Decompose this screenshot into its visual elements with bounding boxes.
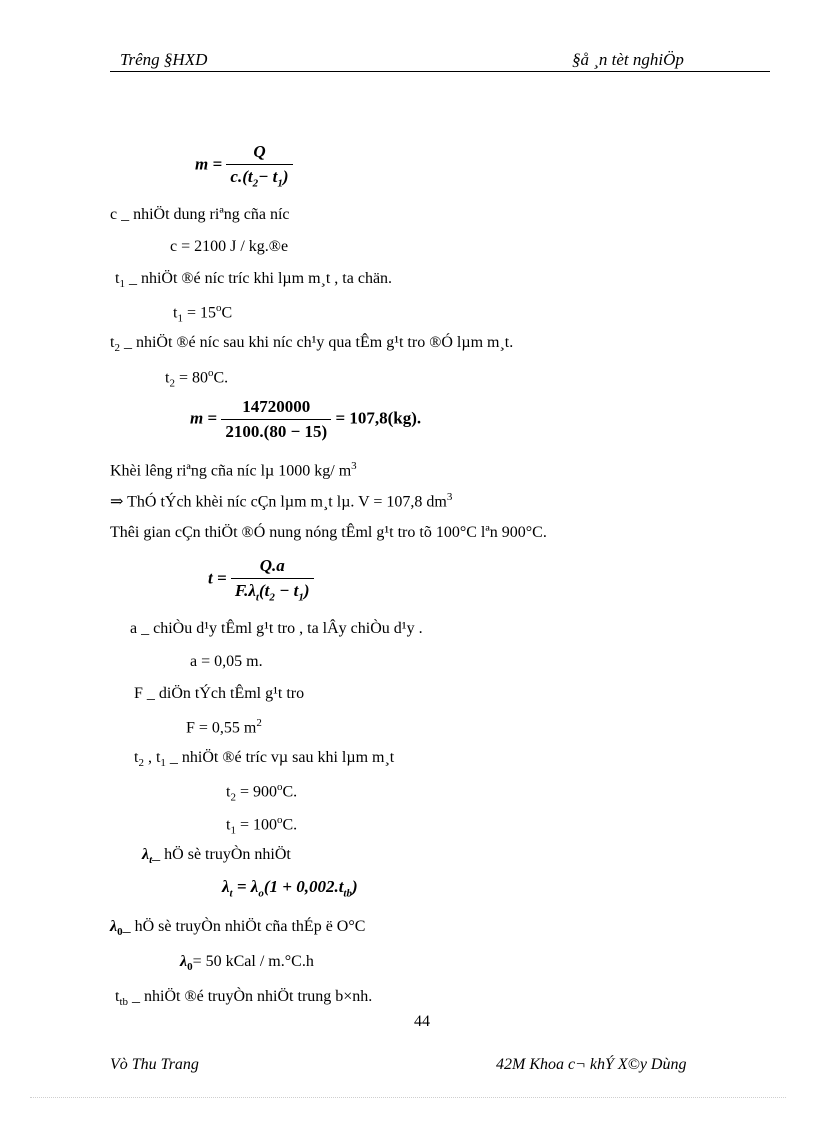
- t2-t1-definition: $t_2$ , $t_1$ _ nhiÖt ®é tríc vµ sau khi lµm m¸t: [134, 749, 395, 770]
- t2-value: $t_2 = 80^oC$.: [165, 367, 229, 390]
- a-definition: a _ chiÒu d¹y tÊml g¹t tro , ta lÂy chiÒu d¹y .: [130, 620, 423, 637]
- bottom-dotted-line: [30, 1097, 786, 1098]
- t1-value-100: $t_1 = 100^oC$.: [226, 814, 298, 837]
- F-definition: F _ diÖn tÝch tÊml g¹t tro: [134, 685, 305, 702]
- t2-definition: $t_2$ _ nhiÖt ®é níc sau khi níc ch¹y qua tÊm g¹t tro ®Ó lµm m¸t.: [110, 334, 514, 355]
- F-value: F = 0,55 $m^2$: [186, 717, 262, 737]
- equation-time: t = $\frac{Q.a}{F.\lambda_t(t_2 - t_1)}$: [208, 556, 314, 603]
- header-rule: [110, 71, 770, 72]
- t1-value: $t_1 = 15^oC$: [173, 302, 233, 325]
- header-right: §å ¸n tèt nghiÖp: [572, 50, 684, 69]
- equation-mass: m = $\frac{Q}{c.(t_2- t_1)}$: [195, 142, 293, 189]
- t2-value-900: $t_2 = 900^oC$.: [226, 781, 298, 804]
- a-value: a = 0,05 m.: [190, 653, 263, 670]
- lambda-t-definition: $\lambda_t\_$ hÖ sè truyÒn nhiÖt: [142, 846, 291, 867]
- page-number: 44: [414, 1013, 430, 1030]
- equation-lambda: $\lambda_t = \lambda_o(1 + 0,002.t_{tb})$: [222, 877, 358, 900]
- lambda0-definition: $\lambda_0\_$ hÖ sè truyÒn nhiÖt cña thÉp ë O°C: [110, 918, 366, 939]
- volume-line: ⇒ ThÓ tÝch khèi níc cÇn lµm m¸t lµ. V = 107,8 $dm^3$: [110, 491, 453, 511]
- lambda0-value: $\lambda_0= 50$ kCal / m.°C.h: [180, 953, 314, 974]
- implies-icon: ⇒: [110, 493, 124, 511]
- t1-definition: $t_1$ _ nhiÖt ®é níc tríc khi lµm m¸t , ta chän.: [115, 270, 393, 291]
- footer-left: Vò Thu Trang: [110, 1056, 199, 1073]
- equation-mass-numeric: m = $\frac{14720000}{2100.(80 - 15)}$ = 107,8(kg).: [190, 397, 422, 441]
- c-definition: c _ nhiÖt dung riªng cña níc: [110, 206, 290, 223]
- heating-time-line: Thêi gian cÇn thiÖt ®Ó nung nóng tÊml g¹t tro tõ 100°C lªn 900°C.: [110, 524, 547, 541]
- density-line: Khèi lêng riªng cña níc lµ 1000 kg/ $m^3$: [110, 460, 357, 480]
- c-value: c = 2100 J / kg.®e: [170, 238, 289, 255]
- ttb-definition: $t_{tb}$ _ nhiÖt ®é truyÒn nhiÖt trung b×nh.: [115, 988, 373, 1009]
- footer-right: 42M Khoa c¬ khÝ X©y Dùng: [496, 1056, 687, 1073]
- header-left: Trêng §HXD: [120, 50, 208, 69]
